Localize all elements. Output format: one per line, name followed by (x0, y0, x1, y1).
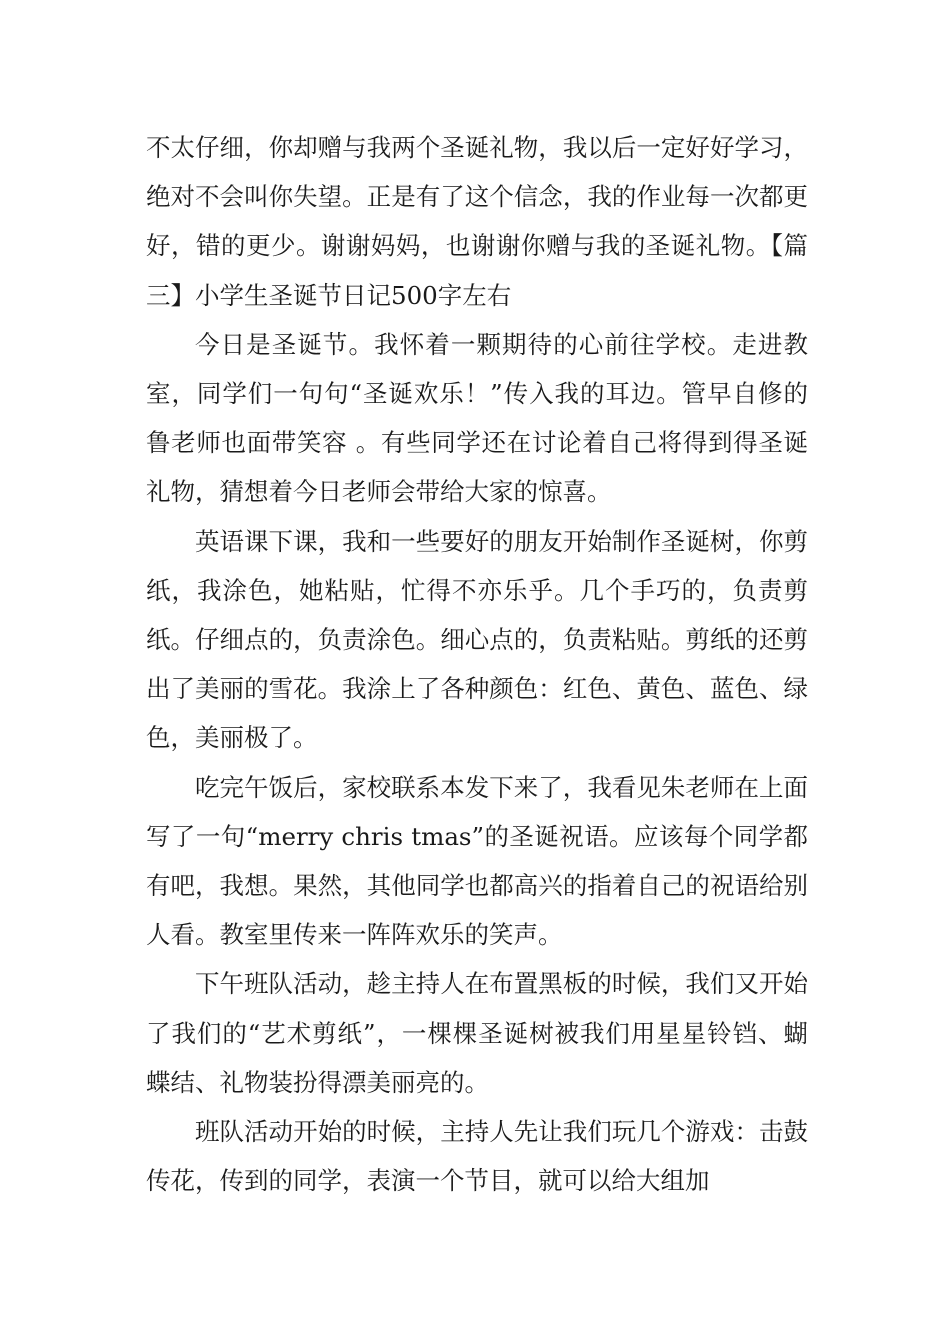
paragraph-2: 今日是圣诞节。我怀着一颗期待的心前往学校。走进教室，同学们一句句“圣诞欢乐！”传入我的耳边。管早自修的鲁老师也面带笑容 。有些同学还在讨论着自己将得到得圣诞礼物，猜想着今日老师会带给大家的惊喜。 (146, 329, 808, 507)
paragraph-3: 英语课下课，我和一些要好的朋友开始制作圣诞树，你剪纸，我涂色，她粘贴，忙得不亦乐乎。几个手巧的，负责剪纸。仔细点的，负责涂色。细心点的，负责粘贴。剪纸的还剪出了美丽的雪花。我涂上了各种颜色：红色、黄色、蓝色、绿色，美丽极了。 (146, 526, 808, 753)
paragraph-6: 班队活动开始的时候，主持人先让我们玩几个游戏：击鼓传花，传到的同学，表演一个节目，就可以给大组加 (146, 1117, 808, 1196)
document-body (146, 123, 808, 1205)
paragraph-4: 吃完午饭后，家校联系本发下来了，我看见朱老师在上面写了一句“merry chris tmas”的圣诞祝语。应该每个同学都有吧，我想。果然，其他同学也都高兴的指着自己的祝语给别人看。教室里传来一阵阵欢乐的笑声。 (146, 772, 808, 950)
paragraph-5: 下午班队活动，趁主持人在布置黑板的时候，我们又开始了我们的“艺术剪纸”，一棵棵圣诞树被我们用星星铃铛、蝴蝶结、礼物装扮得漂美丽亮的。 (146, 969, 808, 1097)
paragraph-1: 不太仔细，你却赠与我两个圣诞礼物，我以后一定好好学习，绝对不会叫你失望。正是有了这个信念，我的作业每一次都更好，错的更少。谢谢妈妈，也谢谢你赠与我的圣诞礼物。【篇三】小学生圣诞节日记500字左右 (146, 133, 808, 310)
